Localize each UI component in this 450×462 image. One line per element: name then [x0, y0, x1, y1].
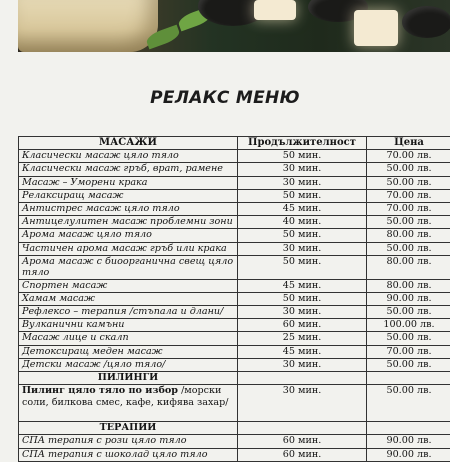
table-row: [19, 279, 450, 292]
service-name: [19, 385, 238, 422]
service-duration: 45 мин.: [238, 202, 367, 215]
service-name: Рефлексо – терапия /стъпала и длани/: [19, 306, 238, 319]
service-duration: [238, 422, 367, 435]
service-duration: 40 мин.: [238, 216, 367, 229]
service-price: 80.00 лв.: [367, 229, 450, 242]
table-row: [19, 229, 450, 242]
table-row: [19, 150, 450, 163]
candle-image: [354, 10, 398, 46]
service-price: [367, 372, 450, 385]
table-row: [19, 435, 450, 448]
service-price: 80.00 лв.: [367, 255, 450, 279]
header-massages: МАСАЖИ: [19, 137, 238, 150]
section-row: [19, 372, 450, 385]
service-duration: 30 мин.: [238, 242, 367, 255]
service-name: Антицелулитен масаж проблемни зони: [19, 216, 238, 229]
service-duration: [238, 372, 367, 385]
service-name: Класически масаж цяло тяло: [19, 150, 238, 163]
table-row: [19, 216, 450, 229]
table-header-row: [19, 137, 450, 150]
service-name-details: /морски соли, билкова смес, кафе, кифява захар/: [22, 385, 229, 407]
service-price: 50.00 лв.: [367, 332, 450, 345]
service-name: Арома масаж цяло тяло: [19, 229, 238, 242]
table-row: [19, 306, 450, 319]
service-name: Спортен масаж: [19, 279, 238, 292]
service-price: 70.00 лв.: [367, 202, 450, 215]
service-price: 50.00 лв.: [367, 306, 450, 319]
service-price: 50.00 лв.: [367, 216, 450, 229]
header-duration: Продължителност: [238, 137, 367, 150]
service-duration: 50 мин.: [238, 292, 367, 305]
table-row: [19, 332, 450, 345]
service-duration: 45 мин.: [238, 279, 367, 292]
service-price: 50.00 лв.: [367, 242, 450, 255]
service-name: Частичен арома масаж гръб или крака: [19, 242, 238, 255]
service-duration: 30 мин.: [238, 385, 367, 422]
table-row: [19, 255, 450, 279]
service-price: 80.00 лв.: [367, 279, 450, 292]
price-table: [18, 136, 450, 462]
service-duration: 45 мин.: [238, 345, 367, 358]
service-price: 70.00 лв.: [367, 345, 450, 358]
table-row: [19, 292, 450, 305]
service-duration: 30 мин.: [238, 358, 367, 371]
service-name: ТЕРАПИИ: [19, 422, 238, 435]
table-row: [19, 176, 450, 189]
service-price: 90.00 лв.: [367, 448, 450, 461]
service-name: Хамам масаж: [19, 292, 238, 305]
service-price: 70.00 лв.: [367, 150, 450, 163]
service-name-bold: Пилинг цяло тяло по избор: [22, 385, 178, 396]
service-price: 100.00 лв.: [367, 319, 450, 332]
service-duration: 30 мин.: [238, 306, 367, 319]
service-duration: 60 мин.: [238, 448, 367, 461]
service-price: 90.00 лв.: [367, 435, 450, 448]
table-row: [19, 345, 450, 358]
service-name: Детски масаж /цяло тяло/: [19, 358, 238, 371]
service-duration: 50 мин.: [238, 255, 367, 279]
service-duration: 50 мин.: [238, 189, 367, 202]
service-name: СПА терапия с шоколад цяло тяло: [19, 448, 238, 461]
service-name: Масаж лице и скалп: [19, 332, 238, 345]
service-duration: 30 мин.: [238, 163, 367, 176]
service-name: Релаксиращ масаж: [19, 189, 238, 202]
header-price: Цена: [367, 137, 450, 150]
table-row: [19, 358, 450, 371]
table-body: [19, 150, 450, 462]
service-duration: 30 мин.: [238, 176, 367, 189]
service-price: 50.00 лв.: [367, 358, 450, 371]
table-row: [19, 163, 450, 176]
service-price: 50.00 лв.: [367, 385, 450, 422]
service-price: 90.00 лв.: [367, 292, 450, 305]
service-name: ПИЛИНГИ: [19, 372, 238, 385]
service-price: 70.00 лв.: [367, 189, 450, 202]
service-duration: 25 мин.: [238, 332, 367, 345]
service-price: 50.00 лв.: [367, 163, 450, 176]
service-duration: 50 мин.: [238, 229, 367, 242]
service-duration: 60 мин.: [238, 435, 367, 448]
service-name: Антистрес масаж цяло тяло: [19, 202, 238, 215]
service-name: Масаж – Уморени крака: [19, 176, 238, 189]
service-duration: 50 мин.: [238, 150, 367, 163]
candle-image: [254, 0, 296, 20]
service-name: Вулканични камъни: [19, 319, 238, 332]
service-name: СПА терапия с рози цяло тяло: [19, 435, 238, 448]
table-row: [19, 385, 450, 422]
service-duration: 60 мин.: [238, 319, 367, 332]
menu-title: РЕЛАКС МЕНЮ: [0, 88, 450, 108]
stone-image: [402, 6, 450, 38]
section-row: [19, 422, 450, 435]
service-price: [367, 422, 450, 435]
towel-image: [18, 0, 158, 52]
table-row: [19, 319, 450, 332]
service-name: Арома масаж с биоорганична свещ цяло тяло: [19, 255, 238, 279]
table-row: [19, 189, 450, 202]
header-photo: [18, 0, 450, 52]
service-name: Детоксиращ меден масаж: [19, 345, 238, 358]
service-price: 50.00 лв.: [367, 176, 450, 189]
table-row: [19, 202, 450, 215]
table-row: [19, 242, 450, 255]
service-name: Класически масаж гръб, врат, рамене: [19, 163, 238, 176]
table-row: [19, 448, 450, 461]
